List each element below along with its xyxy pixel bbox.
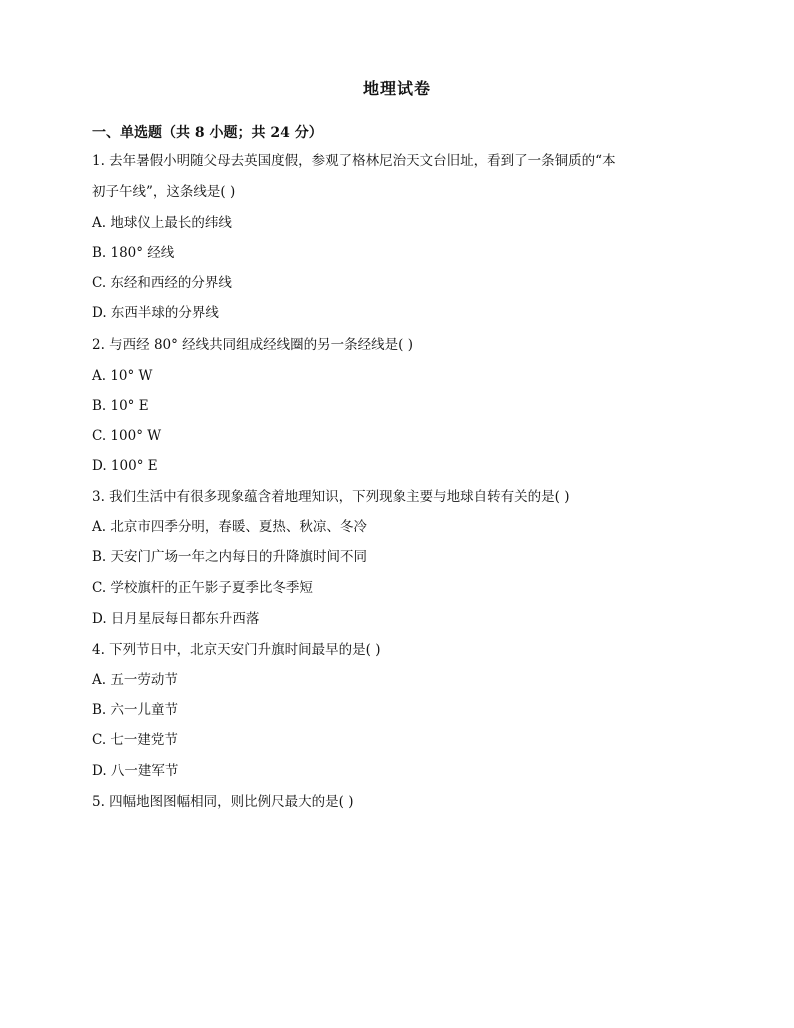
- page-title: 地理试卷: [362, 79, 431, 98]
- question-3-option-b: B. 天安门广场一年之内每日的升降旗时间不同: [92, 549, 368, 565]
- question-1-option-b: B. 180° 经线: [92, 245, 175, 261]
- question-1-option-a: A. 地球仪上最长的纬线: [92, 215, 232, 231]
- question-1-line-1: 1. 去年暑假小明随父母去英国度假，参观了格林尼治天文台旧址，看到了一条铜质的“本: [92, 153, 616, 169]
- section-heading: 一、单选题（共 8 小题；共 24 分）: [92, 125, 323, 141]
- question-3-option-c: C. 学校旗杆的正午影子夏季比冬季短: [92, 580, 313, 596]
- question-1-line-2: 初子午线”，这条线是( ): [92, 184, 236, 200]
- question-5-stem: 5. 四幅地图图幅相同，则比例尺最大的是( ): [92, 794, 354, 810]
- question-2-stem: 2. 与西经 80° 经线共同组成经线圈的另一条经线是( ): [92, 337, 414, 353]
- question-3-option-d: D. 日月星辰每日都东升西落: [92, 611, 260, 627]
- question-4-stem: 4. 下列节日中，北京天安门升旗时间最早的是( ): [92, 642, 381, 658]
- question-3-option-a: A. 北京市四季分明，春暖、夏热、秋凉、冬冷: [92, 519, 367, 535]
- question-4-option-a: A. 五一劳动节: [92, 672, 178, 688]
- question-2-option-d: D. 100° E: [92, 458, 158, 474]
- question-4-option-b: B. 六一儿童节: [92, 702, 179, 718]
- question-2-option-b: B. 10° E: [92, 398, 149, 414]
- question-2-option-c: C. 100° W: [92, 428, 162, 444]
- question-4-option-c: C. 七一建党节: [92, 732, 178, 748]
- question-1-option-d: D. 东西半球的分界线: [92, 305, 219, 321]
- question-1-option-c: C. 东经和西经的分界线: [92, 275, 232, 291]
- question-3-stem: 3. 我们生活中有很多现象蕴含着地理知识，下列现象主要与地球自转有关的是( ): [92, 489, 570, 505]
- question-4-option-d: D. 八一建军节: [92, 763, 179, 779]
- question-2-option-a: A. 10° W: [92, 368, 153, 384]
